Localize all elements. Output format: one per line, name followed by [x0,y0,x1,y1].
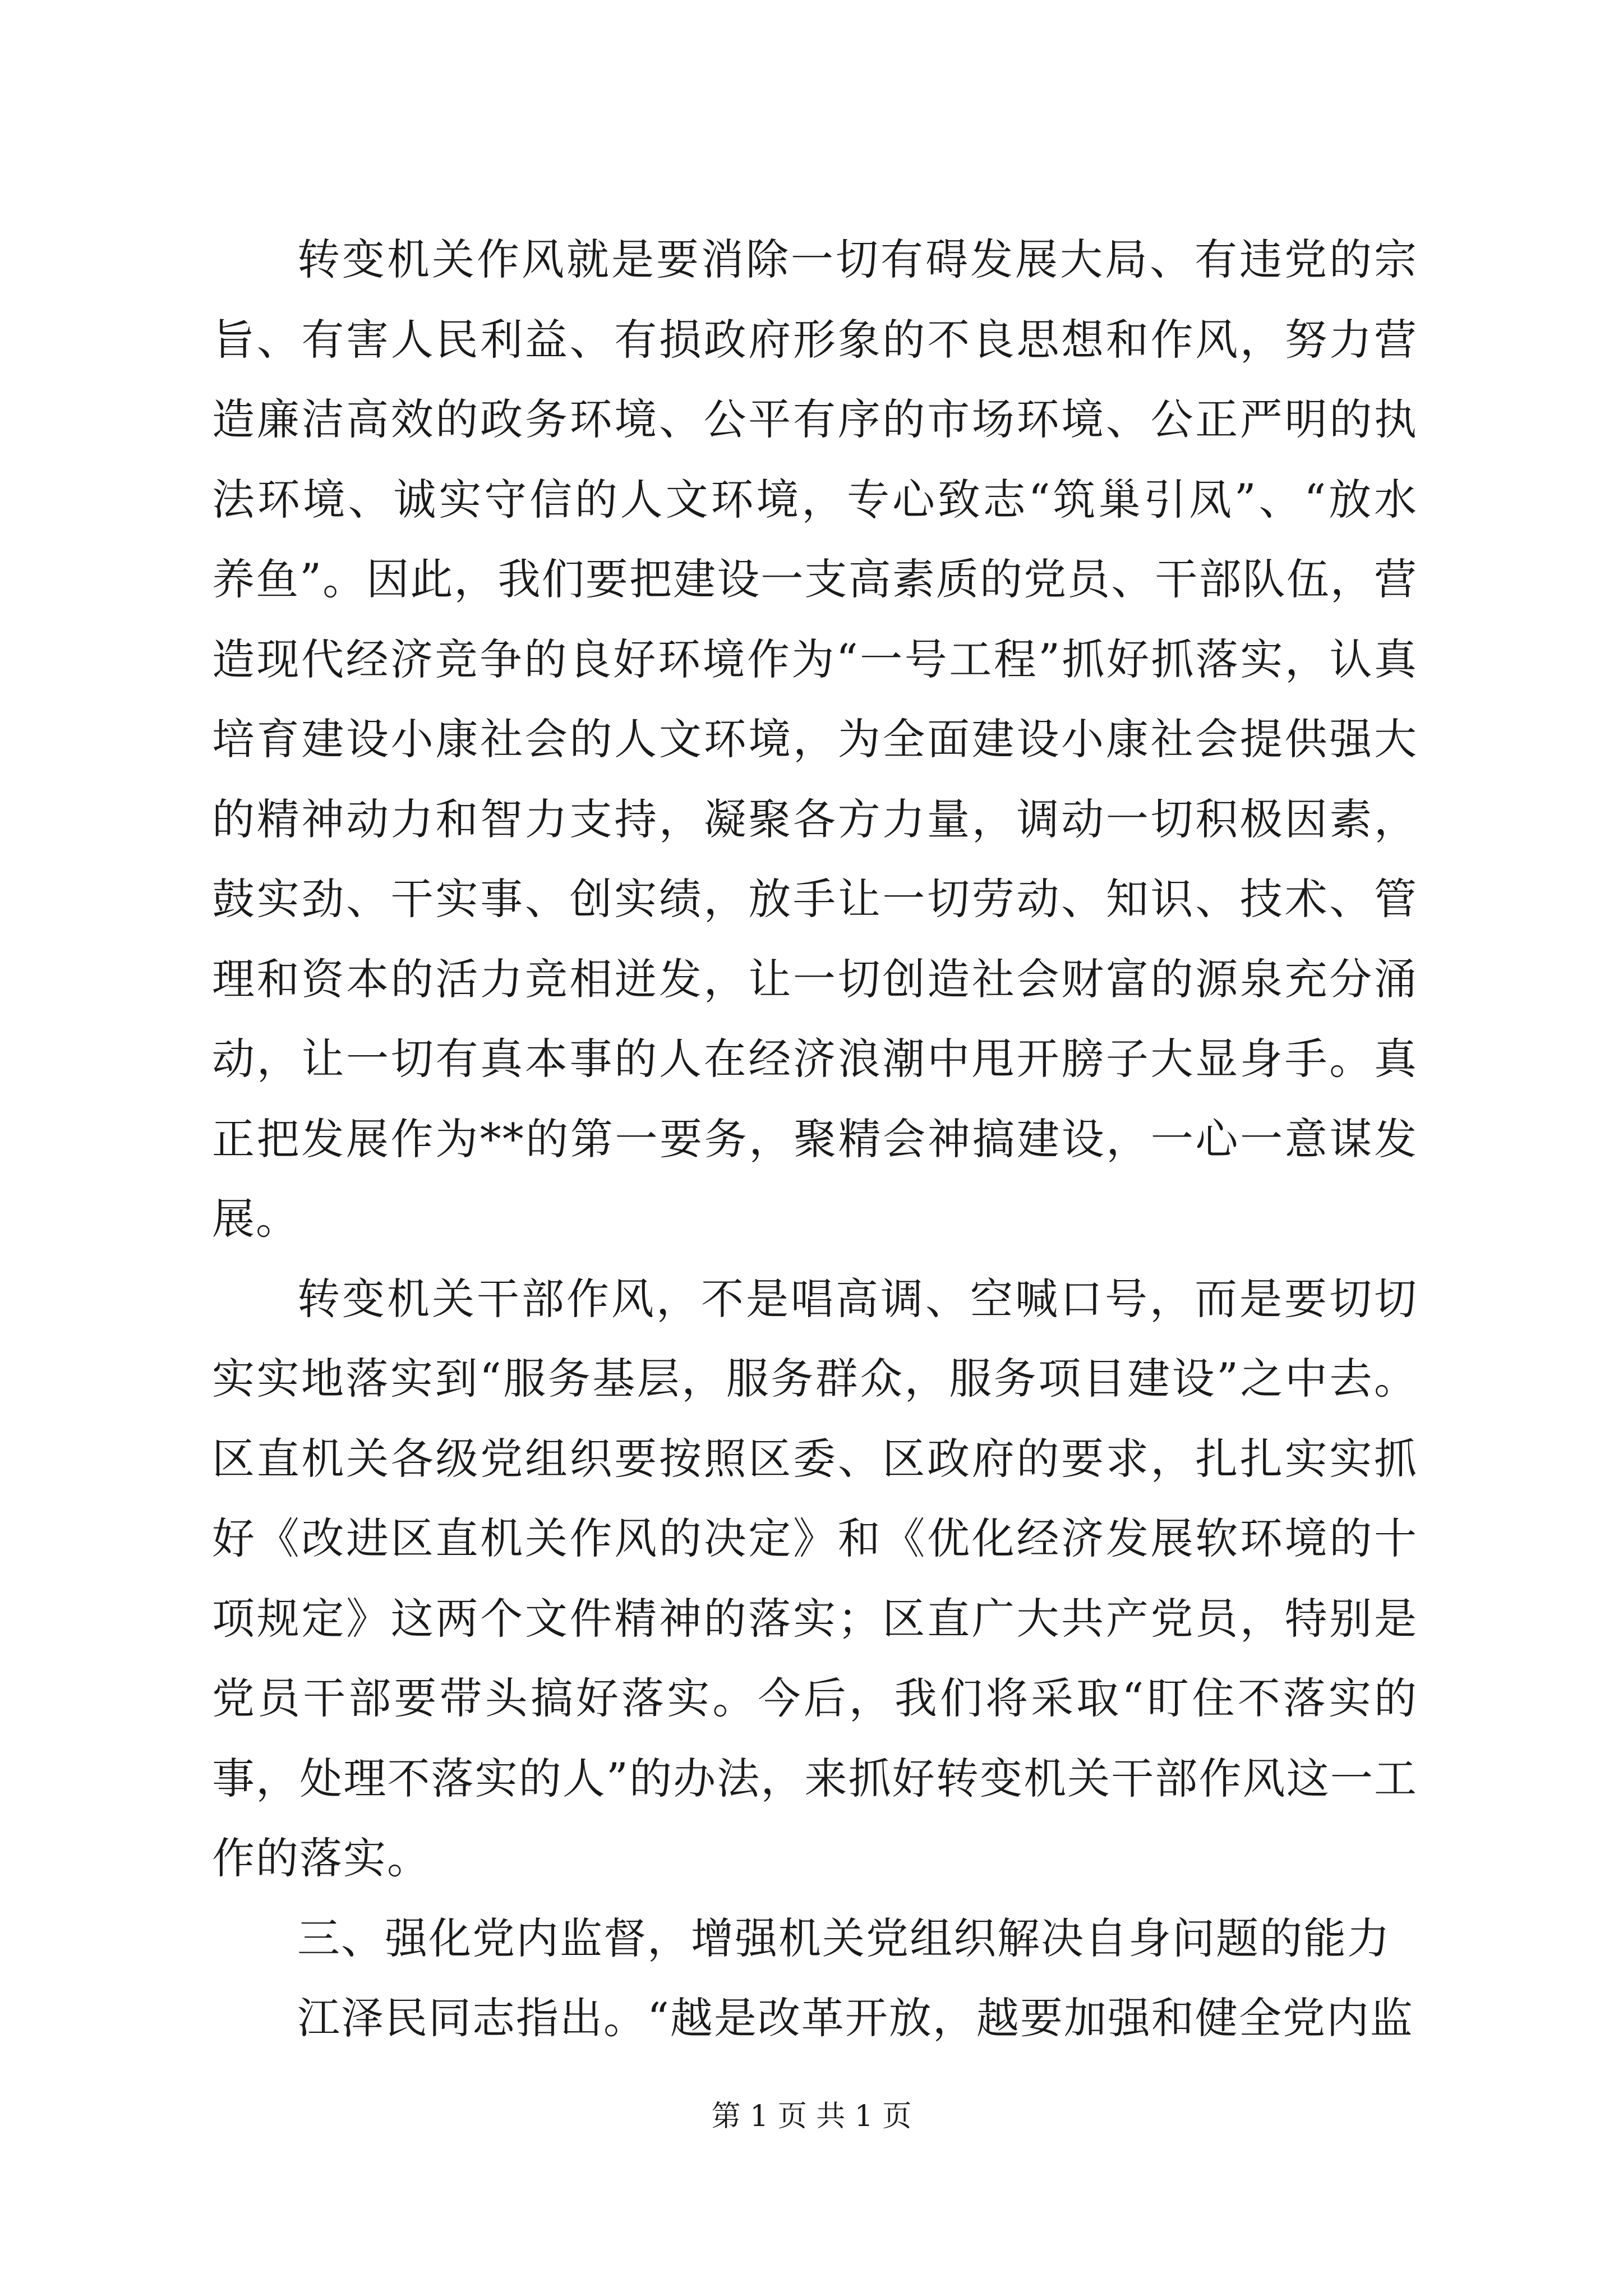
paragraph-supervision: 江泽民同志指出。“越是改革开放，越要加强和健全党内监 [297,1993,1414,2043]
section-heading: 三、强化党内监督，增强机关党组织解决自身问题的能力 [297,1913,1391,1963]
page-number-footer: 第 1 页 共 1 页 [711,2100,912,2133]
document-body [212,220,1418,2059]
paragraph-implementation: 转变机关干部作风，不是唱高调、空喊口号，而是要切切实实地落实到“服务基层，服务群众，服务项目建设”之中去。区直机关各级党组织要按照区委、区政府的要求，扎扎实实抓好《改进区直机关作风的决定》和《优化经济发展软环境的十项规定》这两个文件精神的落实；区直广大共产党员，特别是党员干部要带头搞好落实。今后，我们将采取“盯住不落实的事，处理不落实的人”的办法，来抓好转变机关干部作风这一工作的落实。 [212,1273,1418,1883]
paragraph-work-style: 转变机关作风就是要消除一切有碍发展大局、有违党的宗旨、有害人民利益、有损政府形象的不良思想和作风，努力营造廉洁高效的政务环境、公平有序的市场环境、公正严明的执法环境、诚实守信的人文环境，专心致志“筑巢引凤”、“放水养鱼”。因此，我们要把建设一支高素质的党员、干部队伍，营造现代经济竞争的良好环境作为“一号工程”抓好抓落实，认真培育建设小康社会的人文环境，为全面建设小康社会提供强大的精神动力和智力支持，凝聚各方力量，调动一切积极因素，鼓实劲、干实事、创实绩，放手让一切劳动、知识、技术、管理和资本的活力竞相迸发，让一切创造社会财富的源泉充分涌动，让一切有真本事的人在经济浪潮中甩开膀子大显身手。真正把发展作为**的第一要务，聚精会神搞建设，一心一意谋发展。 [212,234,1418,1244]
